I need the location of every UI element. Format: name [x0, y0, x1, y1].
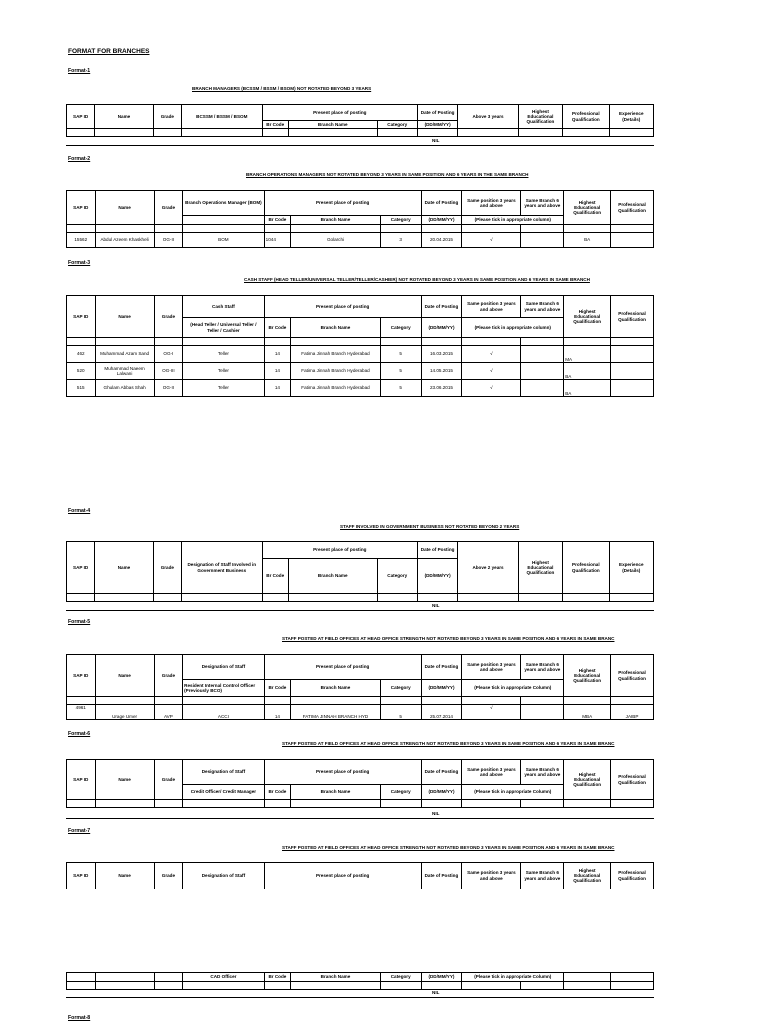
col-date-of-posting: Date of Posting: [421, 760, 462, 785]
col-present-posting: Present place of posting: [264, 655, 421, 680]
col-education: Highest Educational Qualification: [564, 296, 611, 338]
col-designation-sub: Resident Internal Control Officer (Previously BCO): [183, 680, 265, 697]
cell-br-code: 14: [264, 363, 290, 380]
cell-grade: OG-III: [154, 363, 183, 380]
format-5-table: [66, 654, 654, 720]
cell-education: BA: [564, 380, 611, 397]
cell-same-position: √: [462, 346, 521, 363]
col-above-years: Above 2 years: [458, 542, 519, 594]
col-br-code: Br Code: [264, 216, 290, 225]
table-row: [67, 594, 654, 602]
col-branch-name: Branch Name: [291, 973, 381, 982]
col-category: Category: [380, 216, 421, 225]
col-sap-id: SAP ID: [67, 105, 95, 129]
format-7-label: Format-7: [68, 828, 91, 834]
col-education: Highest Educational Qualification: [518, 542, 562, 594]
format-5-label: Format-5: [68, 619, 91, 625]
col-category: Category: [380, 973, 421, 982]
col-category: Category: [377, 121, 417, 129]
col-same-branch-6y: Same Branch 6 years and above: [521, 760, 564, 785]
col-tick-note: (Please tick in appropriate Column): [462, 785, 564, 800]
cell-sap: 4961: [67, 705, 96, 720]
table-row: [67, 129, 654, 137]
col-name: Name: [95, 655, 154, 697]
col-name: Name: [95, 863, 154, 889]
format-4-table: [66, 541, 654, 602]
col-date-format: (DD/MM/YY): [421, 973, 462, 982]
table-row: [67, 346, 654, 363]
cell-professional: [611, 233, 654, 248]
nil-label: NIL: [432, 138, 440, 143]
format-6-caption: STAFF POSTED AT FIELD OFFICES AT HEAD OFFICE STRENGTH NOT ROTATED BEYOND 3 YEARS IN SAME POSITION AND 6 YEARS IN SAME BRANC: [282, 741, 615, 746]
format-2-table: [66, 190, 654, 248]
format-7-table-header: [66, 862, 654, 889]
cell-category: 5: [380, 363, 421, 380]
col-date-format: (DD/MM/YY): [421, 318, 462, 338]
col-present-posting: Present place of posting: [264, 191, 421, 216]
cell-grade: OG-II: [154, 380, 183, 397]
table-row: [67, 982, 654, 990]
col-same-branch-6y: Same Branch 6 years and above: [521, 191, 564, 216]
col-branch-name: Branch Name: [288, 559, 377, 594]
col-present-posting: Present place of posting: [264, 296, 421, 318]
col-category: Category: [377, 559, 417, 594]
cell-name: Muhammad Naeem Lalwani: [95, 363, 154, 380]
col-same-position-3y: Same position 3 years and above: [462, 863, 521, 889]
col-same-branch-6y: Same Branch 6 years and above: [521, 863, 564, 889]
cell-br-code: 1044: [264, 233, 290, 248]
col-same-branch-6y: Same Branch 6 years and above: [521, 655, 564, 680]
col-grade: Grade: [153, 542, 181, 594]
cell-grade: OG-I: [154, 346, 183, 363]
cell-sap: 520: [67, 363, 96, 380]
col-designation: Cash Staff: [183, 296, 265, 318]
cell-professional: [611, 380, 654, 397]
col-grade: Grade: [154, 655, 183, 697]
col-professional: Professional Qualification: [611, 760, 654, 800]
cell-date: 16.03.2015: [421, 346, 462, 363]
col-present-posting: Present place of posting: [264, 760, 421, 785]
cell-branch-name: Fatima Jinnah Branch Hyderabad: [291, 346, 381, 363]
nil-label: NIL: [432, 990, 440, 995]
format-8-label: Format-8: [68, 1015, 91, 1021]
cell-branch-name: Golarchi: [291, 233, 381, 248]
cell-education: BA: [564, 233, 611, 248]
format-7-caption: STAFF POSTED AT FIELD OFFICES AT HEAD OFFICE STRENGTH NOT ROTATED BEYOND 3 YEARS IN SAME POSITION AND 6 YEARS IN SAME BRANC: [282, 845, 615, 850]
cell-category: 5: [380, 346, 421, 363]
col-designation-sub: (Head Teller / Universal Teller / Teller / Cashier: [183, 318, 265, 338]
col-professional: Professional Qualification: [611, 863, 654, 889]
col-same-position-3y: Same position 3 years and above: [462, 760, 521, 785]
cell-same-branch: [521, 380, 564, 397]
cell-designation: BOM: [183, 233, 265, 248]
col-branch-name: Branch Name: [288, 121, 377, 129]
col-date-format: (DD/MM/YY): [421, 785, 462, 800]
cell-grade: AVP: [154, 705, 183, 720]
col-date-of-posting: Date of Posting: [421, 655, 462, 680]
cell-same-position: √: [462, 363, 521, 380]
col-date-format: (DD/MM/YY): [417, 559, 457, 594]
col-date-format: (DD/MM/YY): [417, 121, 457, 129]
col-grade: Grade: [154, 863, 183, 889]
cell-same-branch: [521, 705, 564, 720]
col-tick-note: (Please tick in appropriate column): [462, 216, 564, 225]
col-designation-sub: Credit Officer/ Credit Manager: [183, 785, 265, 800]
col-designation: Designation of Staff: [183, 655, 265, 680]
format-4-label: Format-4: [68, 508, 91, 514]
table-row: [67, 705, 654, 720]
col-grade: Grade: [153, 105, 181, 129]
col-branch-name: Branch Name: [291, 785, 381, 800]
format-6-table: [66, 759, 654, 808]
col-designation-sub: CAD Officer: [183, 973, 265, 982]
col-education: Highest Educational Qualification: [564, 863, 611, 889]
col-professional: Professional Qualification: [611, 296, 654, 338]
col-date-of-posting: Date of Posting: [421, 191, 462, 216]
col-above-years: Above 3 years: [458, 105, 519, 129]
cell-branch-name: Fatima Jinnah Branch Hyderabad: [291, 380, 381, 397]
col-experience: Experience (Details): [609, 542, 653, 594]
cell-sap: 15562: [67, 233, 96, 248]
cell-same-position: √: [462, 705, 521, 720]
col-experience: Experience (Details): [609, 105, 653, 129]
cell-education: MBA: [564, 705, 611, 720]
nil-label: NIL: [432, 603, 440, 608]
col-date-of-posting: Date of Posting: [421, 863, 462, 889]
col-date-of-posting: Date of Posting: [417, 542, 457, 559]
cell-same-position: √: [462, 233, 521, 248]
cell-designation: Teller: [183, 346, 265, 363]
col-sap-id: SAP ID: [67, 863, 96, 889]
col-sap-id: SAP ID: [67, 296, 96, 338]
col-category: Category: [380, 785, 421, 800]
format-1-label: Format-1: [68, 68, 91, 74]
cell-br-code: 14: [264, 346, 290, 363]
col-education: Highest Educational Qualification: [564, 191, 611, 225]
format-3-table: [66, 295, 654, 397]
col-br-code: Br Code: [264, 680, 290, 697]
col-name: Name: [95, 191, 154, 225]
col-designation: Designation of Staff Involved in Government Business: [181, 542, 262, 594]
cell-name: Urage Umer: [95, 705, 154, 720]
col-education: Highest Educational Qualification: [518, 105, 562, 129]
cell-professional: JAIBP: [611, 705, 654, 720]
col-name: Name: [95, 760, 154, 800]
cell-same-position: √: [462, 380, 521, 397]
table-row: [67, 380, 654, 397]
cell-category: 5: [380, 705, 421, 720]
nil-label: NIL: [432, 811, 440, 816]
format-3-caption: CASH STAFF (HEAD TELLER/UNIVERSAL TELLER/TELLER/CASHIER) NOT ROTATED BEYOND 3 YEARS IN SAME POSITION AND 6 YEARS IN SAME BRANCH: [244, 277, 590, 282]
col-sap-id: SAP ID: [67, 542, 95, 594]
cell-professional: [611, 346, 654, 363]
col-same-position-3y: Same position 3 years and above: [462, 296, 521, 318]
cell-grade: OG-II: [154, 233, 183, 248]
cell-date: 23.06.2015: [421, 380, 462, 397]
col-sap-id: SAP ID: [67, 655, 96, 697]
col-same-branch-6y: Same Branch 6 years and above: [521, 296, 564, 318]
table-row: [67, 800, 654, 808]
col-branch-name: Branch Name: [291, 216, 381, 225]
format-2-label: Format-2: [68, 156, 91, 162]
cell-date: 14.05.2015: [421, 363, 462, 380]
table-row: [67, 233, 654, 248]
cell-designation: ACCI: [183, 705, 265, 720]
cell-sap: 515: [67, 380, 96, 397]
cell-br-code: 14: [264, 705, 290, 720]
col-date-format: (DD/MM/YY): [421, 680, 462, 697]
col-branch-name: Branch Name: [291, 680, 381, 697]
cell-same-branch: [521, 346, 564, 363]
cell-designation: Teller: [183, 380, 265, 397]
col-education: Highest Educational Qualification: [564, 655, 611, 697]
cell-education: MA: [564, 346, 611, 363]
col-present-posting: Present place of posting: [262, 105, 417, 121]
col-br-code: Br Code: [264, 318, 290, 338]
cell-category: 3: [380, 233, 421, 248]
cell-category: 5: [380, 380, 421, 397]
format-1-table: [66, 104, 654, 137]
cell-branch-name: FATIMA JINNAH BRANCH HYD: [291, 705, 381, 720]
cell-professional: [611, 363, 654, 380]
col-tick-note: (Please tick in appropriate Column): [462, 973, 564, 982]
cell-name: Muhammad Azam Sand: [95, 346, 154, 363]
col-professional: Professional Qualification: [611, 655, 654, 697]
col-sap-id: SAP ID: [67, 191, 96, 225]
col-name: Name: [95, 105, 153, 129]
format-4-caption: STAFF INVOLVED IN GOVERNMENT BUSINESS NOT ROTATED BEYOND 2 YEARS: [340, 524, 520, 529]
col-br-code: Br Code: [262, 121, 288, 129]
col-sap-id: SAP ID: [67, 760, 96, 800]
format-1-caption: BRANCH MANAGERS (BCSSM / BSSM / BSOM) NOT ROTATED BEYOND 3 YEARS: [192, 86, 372, 91]
format-2-caption: BRANCH OPERATIONS MANAGERS NOT ROTATED BEYOND 3 YEARS IN SAME POSITION AND 6 YEARS IN THE SAME BRANCH: [246, 172, 529, 177]
col-education: Highest Educational Qualification: [564, 760, 611, 800]
col-designation: Designation of Staff: [183, 863, 265, 889]
cell-branch-name: Fatima Jinnah Branch Hyderabad: [291, 363, 381, 380]
col-professional: Professional Qualification: [611, 191, 654, 225]
col-date-of-posting: Date of Posting: [421, 296, 462, 318]
col-br-code: Br Code: [262, 559, 288, 594]
col-tick-note: (Please tick in appropriate column): [462, 318, 564, 338]
cell-br-code: 14: [264, 380, 290, 397]
document-title: FORMAT FOR BRANCHES: [68, 48, 150, 55]
col-designation: BCSSM / BSSM / BSOM: [181, 105, 262, 129]
col-professional: Professional Qualification: [563, 105, 609, 129]
format-5-caption: STAFF POSTED AT FIELD OFFICES AT HEAD OFFICE STRENGTH NOT ROTATED BEYOND 3 YEARS IN SAME POSITION AND 6 YEARS IN SAME BRANC: [282, 636, 615, 641]
cell-same-branch: [521, 233, 564, 248]
col-designation: Branch Operations Manager (BOM): [183, 191, 265, 216]
col-name: Name: [95, 542, 153, 594]
col-grade: Grade: [154, 191, 183, 225]
cell-name: Ghulam Abbas Shah: [95, 380, 154, 397]
col-grade: Grade: [154, 296, 183, 338]
col-name: Name: [95, 296, 154, 338]
col-professional: Professional Qualification: [563, 542, 609, 594]
cell-designation: Teller: [183, 363, 265, 380]
format-3-label: Format-3: [68, 260, 91, 266]
cell-name: Abdul Azeem Khaskheli: [95, 233, 154, 248]
col-branch-name: Branch Name: [291, 318, 381, 338]
cell-date: 25.07.2014: [421, 705, 462, 720]
format-6-label: Format-6: [68, 731, 91, 737]
table-row: [67, 363, 654, 380]
col-date-of-posting: Date of Posting: [417, 105, 457, 121]
col-category: Category: [380, 680, 421, 697]
cell-education: BA: [564, 363, 611, 380]
col-category: Category: [380, 318, 421, 338]
cell-date: 20.04.2015: [421, 233, 462, 248]
col-br-code: Br Code: [264, 973, 290, 982]
col-date-format: (DD/MM/YY): [421, 216, 462, 225]
col-present-posting: Present place of posting: [262, 542, 417, 559]
col-same-position-3y: Same position 3 years and above: [462, 655, 521, 680]
col-present-posting: Present place of posting: [264, 863, 421, 889]
cell-sap: 462: [67, 346, 96, 363]
col-grade: Grade: [154, 760, 183, 800]
col-tick-note: (Please tick in appropriate Column): [462, 680, 564, 697]
col-same-position-3y: Same position 3 years and above: [462, 191, 521, 216]
format-7-table-body: [66, 972, 654, 990]
col-br-code: Br Code: [264, 785, 290, 800]
cell-same-branch: [521, 363, 564, 380]
col-designation: Designation of Staff: [183, 760, 265, 785]
